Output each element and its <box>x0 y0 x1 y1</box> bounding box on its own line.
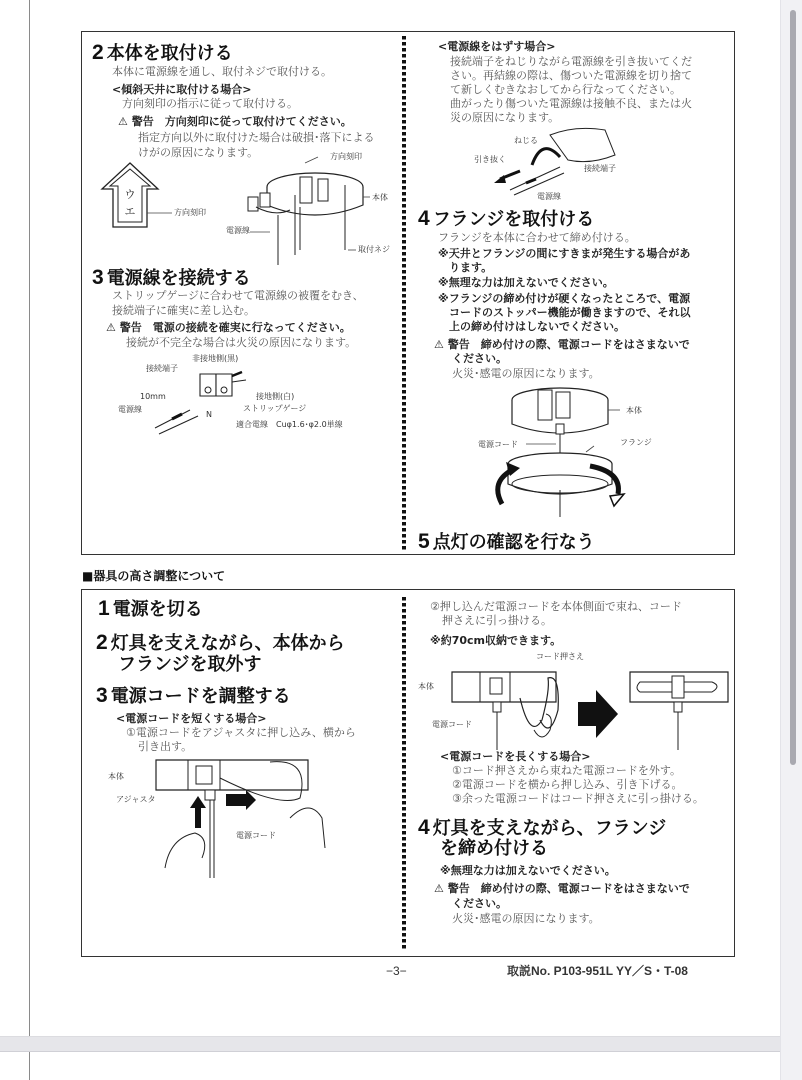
svg-text:ウ: ウ <box>124 188 136 201</box>
remove-wire-heading: <電源線をはずす場合> <box>438 40 556 53</box>
step2-sub-heading: <傾斜天井に取付ける場合> <box>112 83 252 96</box>
column-divider <box>402 597 406 949</box>
label-power-cord: 電源コード <box>432 720 472 729</box>
label-body: 本体 <box>418 682 434 691</box>
step3-body-line1: ストリップゲージに合わせて電源線の被覆をむき、 <box>112 289 364 302</box>
label-mount-screw: 取付ネジ <box>358 245 390 254</box>
ha-step2-heading-line2: フランジを取外す <box>118 654 262 675</box>
step2-body: 本体に電源線を通し、取付ネジで取付ける。 <box>112 65 332 78</box>
step4-note3-line2: コードのストッパー機能が働きますので、それ以 <box>438 306 691 319</box>
remove-wire-line3: て新しくむきなおしてから行なってください。 <box>450 83 681 96</box>
capacity-note: ※約70cm収納できます。 <box>430 634 562 647</box>
ha-step4-heading-line2: を締め付ける <box>440 838 548 859</box>
step2-sub-body: 方向刻印の指示に従って取付ける。 <box>122 97 298 110</box>
flange-mount-illustration <box>490 382 640 522</box>
ha-step4-warning-title-line2: ください。 <box>452 897 507 910</box>
step4-warning-title-line2: ください。 <box>452 352 507 365</box>
step2-warning-line2: けがの原因になります。 <box>138 146 259 159</box>
label-n: N <box>206 410 212 419</box>
svg-text:エ: エ <box>124 205 136 218</box>
warning-icon: ⚠ <box>118 115 128 128</box>
label-body: 本体 <box>626 406 642 415</box>
warning-icon: ⚠ <box>106 321 116 334</box>
remove-wire-line2: さい。再結線の際は、傷ついた電源線を切り捨て <box>450 69 692 82</box>
lengthen-step3: ③余った電源コードはコード押さえに引っ掛ける。 <box>452 792 704 805</box>
label-terminal: 接続端子 <box>146 364 178 373</box>
label-adjuster: アジャスタ <box>116 795 156 804</box>
ha-step4-warning-title: ⚠ 警告 締め付けの際、電源コードをはさまないで <box>434 882 690 895</box>
remove-wire-line4: 曲がったり傷ついた電源線は接触不良、または火 <box>450 97 692 110</box>
label-strip-gauge: ストリップゲージ <box>243 404 307 413</box>
step2-heading <box>92 40 233 65</box>
height-adjust-section-title: ■器具の高さ調整について <box>82 569 226 583</box>
step4-note2: ※無理な力は加えないでください。 <box>438 276 614 289</box>
label-direction-mark: 方向刻印 <box>174 208 206 217</box>
document-number: 取説No. P103-951L YY／S・T-08 <box>507 964 688 978</box>
ha-step4-note: ※無理な力は加えないでください。 <box>440 864 616 877</box>
label-non-ground: 非接地側(黒) <box>192 354 239 363</box>
step4-body: フランジを本体に合わせて締め付ける。 <box>438 231 636 244</box>
label-terminal: 接続端子 <box>584 164 616 173</box>
label-wire-spec: 適合電線 Cuφ1.6･φ2.0単線 <box>236 420 343 429</box>
step3-warning-title: ⚠ 警告 電源の接続を確実に行なってください。 <box>106 321 351 334</box>
remove-wire-line1: 接続端子をねじりながら電源線を引き抜いてくだ <box>450 55 692 68</box>
label-power-wire: 電源線 <box>537 192 561 201</box>
page-number: −3− <box>386 964 407 978</box>
step4-note3-line1: ※フランジの締め付けが硬くなったところで、電源 <box>438 292 691 305</box>
warning-icon: ⚠ <box>434 882 444 895</box>
step3-heading: 3 電源線を接続する <box>92 266 251 289</box>
lengthen-step2: ②電源コードを横から押し込み、引き下げる。 <box>452 778 683 791</box>
label-power-wire: 電源線 <box>118 405 142 414</box>
ha-step2-heading: 2 灯具を支えながら、本体から <box>96 631 345 654</box>
ha-step4-warning-body: 火災･感電の原因になります。 <box>452 912 600 925</box>
label-flange: フランジ <box>620 438 652 447</box>
step4-warning-title: ⚠ 警告 締め付けの際、電源コードをはさまないで <box>434 338 690 351</box>
step2-warning-title: ⚠ 警告 方向刻印に従って取付けてください。 <box>118 115 352 128</box>
label-ground: 接地側(白) <box>256 392 295 401</box>
label-body: 本体 <box>372 193 388 202</box>
cord-holder-illustration <box>450 660 730 750</box>
lengthen-step1: ①コード押さえから束ねた電源コードを外す。 <box>452 764 681 777</box>
label-power-cord: 電源コード <box>236 831 276 840</box>
shorten-heading: <電源コードを短くする場合> <box>116 712 267 725</box>
label-power-cord: 電源コード <box>478 440 518 449</box>
step4-note3-line3: 上の締め付けはしないでください。 <box>438 320 625 333</box>
page-left-edge <box>29 0 30 1080</box>
remove-wire-line5: 災の原因になります。 <box>450 111 560 124</box>
shorten-step2-line2: 押さえに引っ掛ける。 <box>442 614 552 627</box>
step4-heading: 4 フランジを取付ける <box>418 207 595 230</box>
step4-warning-body: 火災･感電の原因になります。 <box>452 367 600 380</box>
step-title: 本体を取付ける <box>106 43 233 64</box>
label-10mm: 10mm <box>140 392 166 401</box>
step4-note1-line1: ※天井とフランジの間にすきまが発生する場合があ <box>438 247 691 260</box>
label-body: 本体 <box>108 772 124 781</box>
warning-icon: ⚠ <box>434 338 444 351</box>
step2-warning-line1: 指定方向以外に取付けた場合は破損･落下による <box>138 131 375 144</box>
step-number: 2 <box>92 41 104 64</box>
step3-warning-body: 接続が不完全な場合は火災の原因になります。 <box>126 336 357 349</box>
page-separator <box>0 1036 780 1052</box>
cord-shorten-illustration <box>150 758 330 878</box>
ha-step4-heading: 4 灯具を支えながら、フランジ <box>418 816 667 839</box>
shorten-step1-line2: 引き出す。 <box>138 740 193 753</box>
column-divider <box>402 36 406 552</box>
ceiling-mount-illustration <box>100 155 400 265</box>
ha-step1-heading: 1 電源を切る <box>98 597 203 620</box>
step3-body-line2: 接続端子に確実に差し込む。 <box>112 304 255 317</box>
lengthen-heading: <電源コードを長くする場合> <box>440 750 591 763</box>
step5-heading: 5 点灯の確認を行なう <box>418 530 595 553</box>
label-twist: ねじる <box>514 136 538 145</box>
label-pull: 引き抜く <box>474 155 506 164</box>
shorten-step1-line1: ①電源コードをアジャスタに押し込み、横から <box>126 726 356 739</box>
scrollbar-thumb[interactable] <box>790 10 796 765</box>
step4-note1-line2: ります。 <box>438 261 493 274</box>
ha-step3-heading: 3 電源コードを調整する <box>96 684 291 707</box>
shorten-step2-line1: ②押し込んだ電源コードを本体側面で束ね、コード <box>430 600 682 613</box>
label-power-wire: 電源線 <box>226 226 250 235</box>
label-cord-holder: コード押さえ <box>536 652 584 661</box>
label-direction-mark-top: 方向刻印 <box>330 152 362 161</box>
